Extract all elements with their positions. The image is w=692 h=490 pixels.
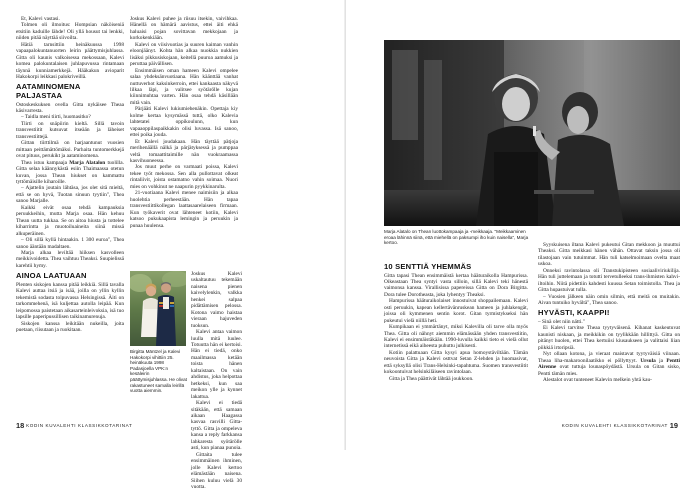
paragraph: Syyskuisena iltana Kalevi pukeutui Gitan mekkoon ja muuttui Theaksi. Gitta meikkasi hänen vähän. Ottavat taksin jossa oli tilastojaan vain tutuimmat. Hän tuli katselmoimaan ovelta maat uskoa. (538, 242, 680, 268)
paragraph: Ei Kalevi tarvitse Theaa tyytyväisenä. Kihanat kaskeutuvat kaunisti niskaan, ja meikkikin on tyylikkään hillittyä. Gitta on pitänyt huolen, ettei Thea kertuiisi kiusaukseen ja valittaisi liian piikkiä irtoripsiä. (538, 325, 680, 351)
paragraph: Et Kalevi joudakaan. Hän täyttää pätjoja merihenäällä nälkä ja pärjätyksessä ja pumppaa veltä tomaattitaimille nän vuokraamassa kasvihuoneessa. (130, 138, 238, 164)
paragraph: Plenten siskojen kanssa pitää leikkiä. Sillä tavalla Kalevi auttaa itsiä ja isää, joilla on yllin kyllin tekemistä sodasta toipuvassa Helsingissä. Äiti on tarkommehenä, isä kuljettaa autolla leipää. Kun leipomossa paistetaan aikasarteinleivoksia, isä tuo lapsille paperipussillisen taikinamurenuja. (16, 281, 124, 321)
paragraph (16, 160, 124, 186)
left-footer (16, 421, 132, 430)
paragraph: Kalevi ei tiedä sitäkään, että samaan aikaan Haagassa kasvaa rasvilli Gitta-tyttö. Gitta ja ompeleva kansa a reply farkkansa lahkaresta syötärölle asti, kun pianaa punoia. (191, 400, 242, 452)
paragraph: – Taidla meni tiirti, huomasitko? (21, 114, 91, 121)
subheading-10-senttia: 10 SENTTIÄ YHEMMÄS (384, 261, 472, 271)
paragraph: Gittaita tulee ensimmäinen ihminen, jolle Kalevi kertoo elämästään naisena. Siihen kuluu vielä 30 vuotta. (191, 451, 242, 490)
paragraph: Kalevi antaa vaimon luulla mitä luulee. Totuutta hän ei kertoisi. Hän ei tiedä, onko maailmassa ketään toista hänen kaltaistaan. On vain ahdistus, joka helpottaa hetkeksi, kun saa meikon ylle ja kynnet lakattua. (191, 329, 242, 400)
paragraph: Kalevi on viisivuotias ja suuren kaiman vanhin eloonjäänyt. Kohta hän alkaa nuokkia nukkien lisäksi pikkusiskojaan, keitellä puuroa aamuksi ja peruttaa päivällisen. (130, 41, 238, 68)
right-column-1 (384, 260, 528, 382)
paragraph: – Oli sillä kyllä hintaakin. 1 300 euroa", Thea sanoo ääntään madaltaen. (16, 237, 124, 250)
paragraph: Tolmen oli ilmoitus: Hompsian näköiseniä etsitiin kaduille lähde! Oli yllä housut tai lenkki, niiden pitää näyttää siivoilta. (16, 22, 124, 42)
paragraph: Ensimmäisen oman hameen Kalevi ompelee salaa yhdeksänvuotiaana. Hän käänttää vanhat nuttuverhot kaksinkerroin, ettei kankaasta näkyvä lilkaa läpi, ja valitsee syötärölle kujan kiinnimuhtaa varten. Hän osaa tehdä käsillään mitä vain. (130, 67, 238, 106)
paragraph: Gittan tiirttilmä on harjaantunut vuosien mittaan peittämättömäksi. Parhaita tuntomerkkejä ovat pituus, perukikt ja aataminomena. (16, 140, 124, 160)
paragraph: Joskus Kalevi uskaltautuu tekemään naisena pienen kaivelylenkin, valkka henkei salpaa pidättämisen pelossa. Kotona vaimo haistaa vieraan hajuveden tuoksun. (191, 271, 242, 329)
paragraph: Kotiin palattuaan Gitta kysyi apua homoystäviltään. Tämän neuvoista Gitta ja Kalevi osttvat Setan Z-lehden ja huomasivat, että syksyllä olisi Trans-Helsinki-tapahtuma. Suomen transvestiitit kokoontuivat helsinkiläiseen ravintolaan. (384, 349, 528, 376)
wedding-photo-caption: Birgitta Mäntzel ja Kalevi Hakokorpi vihittiin 25. heinäkuuta 1998 Padasjoella VPK:n kesäleirin päättymisjuhlassa. He olivat rakastuneet samalla leirillä vuotta aiemmin. (130, 349, 187, 394)
subheading-ainoa-laatuaan: AINOA LAATUAAN (16, 270, 87, 280)
right-footer (562, 421, 678, 430)
text-run: ja (655, 357, 667, 364)
paragraph: Onneksi ravintolassa oli Transtukipisteen sosiaaliviriukilija. Hän tuli juttelemaan ja totutti tervetulleeksi trans-ihmisten kahvi-iltoihin. Niitä pidettiin kahdesti kuussa Setan toimistolla. Thea ja Gitta hupastuivat tulla. (538, 267, 680, 294)
paragraph: Gitta ja Thea päättivät lähtää joukkoon. (389, 375, 474, 382)
text-run: tuolilla. Gitta selaa käännykästä esiin Thaimaassa otetun kuvan, jossa Thean hiukset on kammattu tyttömäisille kiharoille. (16, 159, 124, 185)
paragraph: Ostoskeskuksen ovella Gitta nykäisee Theaa käsivarresta. (16, 101, 124, 114)
right-page (346, 0, 692, 450)
paragraph: – Ajattelin joutain lähtäsa, jos olet sitä mieltä, että se on hyvä, Tuotan sinuun tyytiin", Thea sanoo Marjalle. (16, 185, 124, 205)
text-run: Thea istuu kampaaja (21, 159, 70, 166)
page-number: 19 (669, 421, 678, 430)
paragraph: Hampurissa hääturaikolaiset innostuivat shoppailemaan. Kalevi osti peruukin, kapean kellertävänruskean hameen ja juhlakengät, joissa oli kymmenen sentin korot. Gitan tyrmistykseksi hän pukeutui vielä niillä heti. (384, 298, 528, 324)
footer-title: KODIN KUVALEHTI KLASSIKKOTARINAT (26, 423, 133, 428)
paragraph: Et, Kalevi vastasi. (21, 16, 60, 22)
paragraph: – Vuosien jälkeen näin omin silmin, että meitä on muitakin. Aivan tuntuiko hyvältä", Thea sanoo. (538, 293, 680, 307)
salon-photo (384, 40, 680, 226)
salon-photo-caption: Marja Alatalo on Thean luottokampaaja ja -meikkaaja. "Meikkaaminen eroaa lähinnä siinä, että miehellä on paksumpi iho kuin naisella", Marja kertoo. (384, 229, 529, 246)
paragraph: Jos muut perhe on varmaati poissa, Kalevi tekee työt mekossa. Sen alla pullottavat olkeat rintaliivit, joista ostamatno vahin soimaa. Nuori mies on vohkinut ne naapurin pyykkinarulta. (130, 164, 238, 190)
paragraph: Kaikki eivät osaa tehdä kampauksia peruukkeihin, mutta Marja osaa. Hän kehuu Thean uutta tukkaa. Se on aitoa hiusta ja tottelee kiharrintta ja muotoiluaineita siinä missä alkuperäinen. (16, 204, 124, 237)
paragraph (538, 351, 680, 377)
paragraph: Pärjääti Kalevi lukiumiehenäkin. Opettaja kiy kolme kertaa kysymässä tuttä, olko Kalevia lahtetatei oppikoulunn, kun vapaaoppilaspaikkakin olisi luvassa. Isä sanoo, ettei poika jouda. (130, 106, 238, 139)
left-column-2-lower (191, 271, 242, 490)
text-run: ovat tuttuja lounaspöydästä. Ursula on Gitan sisko, Pentti tämän mies. (538, 364, 680, 377)
right-column-2 (538, 242, 680, 384)
paragraph: Kumpikaan ei ymmärtänyt, miksi Kalevilla oli tarve olla myös Thea. Gitta oli nähnyt aiemmin elämässään yhden transvestiitin, Kalevi ei ensimmäistäkään. 1990-luvulla kaikki tieto ei vielä ollut internetissä eikä aiheesta puhuttu julkisesti. (384, 324, 528, 350)
person-name-bold: Pentti Airenne (538, 357, 680, 371)
wedding-photo (130, 271, 186, 346)
person-name-bold: Marja Alatalon (69, 159, 106, 166)
paragraph: Gitta tapasi Thean ensimmäistä kertaa hääturaikolla Hampurissa. Oikeastaan Thea syntyi vasta silloin, sillä Kalevi teki hänestä vaimonsa kanssa. Virallisissa papereissa Gitta on Dora Birgitta. Dora tulee Dorotheasta, joka lyhentyy Theaksi. (384, 272, 528, 298)
paragraph: Siskojen kanssa leikitään nukeilla, joita puetaan, riisutaan ja ruokitaan. (16, 320, 124, 333)
left-column-2 (130, 16, 238, 229)
subheading-aataminomena: AATAMINOMENA PALJASTAA (16, 82, 81, 100)
paragraph: 21-vuotiaana Kalevi menee naimisiin ja alkaa huolehtia perheestään. Hän tapaa transvestiittikollegan laattasaarelaiseen firmaan. Kun työkaverit ovat lähteneet kotiin, Kalevi katsoo pukukaapista lemingin ja peruukin ja punaa huulensa. (130, 190, 238, 229)
page-number: 18 (16, 421, 25, 430)
person-name-bold: Ursula (640, 357, 656, 364)
subheading-hyvasti-kaappi: HYVÄSTI, KAAPPI! (538, 308, 610, 318)
paragraph: Tiirti on snäpiirin kieltä. Sillä tavoin transvestiitit kutsuvat itseään ja läheiset transvestiittejä. (16, 120, 124, 140)
salon-makeup-image (384, 40, 680, 226)
left-column-1 (16, 16, 124, 333)
paragraph: Hätiä tarnsittiin heinäkuussa 1998 vapaapalokuntanuorten leirin päättymisjuhlassa. Gitta oli kaunis valkoisessa mekossaan, Kalevi komea palokuntalaisen juhlapuvussa rintamaan täynnä kunniamerkkejä. Hääkakun avioparit Hakokorpi leikkasi palokriveillä. (16, 41, 124, 81)
text-run: Nyt ollaan kotona, ja vieraat maistavat tyytyväisiä viinaan. Theaa liha-makaroonilaatikko ei pöllyttyyt. (538, 351, 680, 364)
paragraph: Alestalot ovat tunteneet Kalevin melkein yhtä kau- (543, 377, 652, 384)
paragraph: Marja alkaa leviltää hiiksen kasvolleen meikkivoidetta. Thea vaihtuu Theaksi. Suupielissä karehtii hymy. (16, 249, 124, 269)
paragraph: – Sinä olet niin nätti." (538, 319, 585, 326)
wedding-couple-image (130, 271, 186, 346)
paragraph: Joskus Kalevi puhee ja riisuu itsekin, vaivihkaa. Hänellä on hämärä aavistus, ettei äiti ehkä haluaisi pojan sovittavan mekkojaan ja korkokenkiään. (130, 16, 238, 42)
footer-title: KODIN KUVALEHTI KLASSIKKOTARINAT (561, 423, 668, 428)
